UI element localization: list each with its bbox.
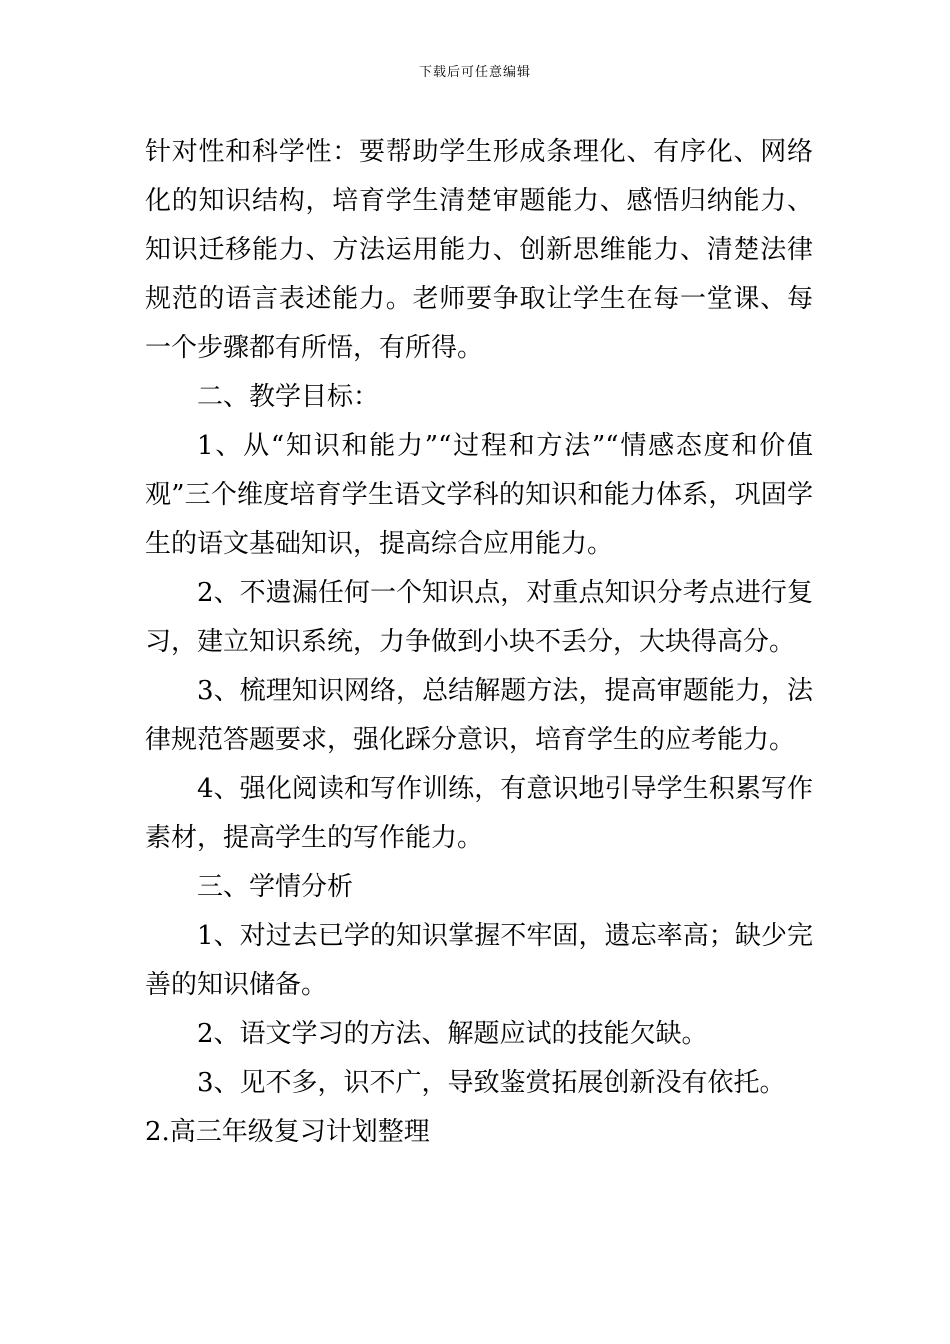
analysis-item-1: 1、对过去已学的知识掌握不牢固，遗忘率高；缺少完善的知识储备。 [145, 921, 813, 1000]
goal-item-1: 1、从“知识和能力”“过程和方法”“情感态度和价值观”三个维度培育学生语文学科的知识和能力体系，巩固学生的语文基础知识，提高综合应用能力。 [145, 431, 813, 559]
section-heading-student-analysis: 三、学情分析 [197, 872, 354, 902]
document-body [145, 128, 813, 1157]
next-document-title: 2.高三年级复习计划整理 [145, 1117, 430, 1147]
paragraph-intro-continuation: 针对性和科学性：要帮助学生形成条理化、有序化、网络化的知识结构，培育学生清楚审题能力、感悟归纳能力、知识迁移能力、方法运用能力、创新思维能力、清楚法律规范的语言表述能力。老师要争取让学生在每一堂课、每一个步骤都有所悟，有所得。 [145, 137, 813, 363]
analysis-item-2: 2、语文学习的方法、解题应试的技能欠缺。 [197, 1019, 708, 1049]
analysis-item-3: 3、见不多，识不广，导致鉴赏拓展创新没有依托。 [197, 1068, 786, 1098]
page-header: 下载后可任意编辑 [418, 65, 531, 80]
goal-item-2: 2、不遗漏任何一个知识点，对重点知识分考点进行复习，建立知识系统，力争做到小块不丢分，大块得高分。 [145, 578, 813, 657]
goal-item-3: 3、梳理知识网络，总结解题方法，提高审题能力，法律规范答题要求，强化踩分意识，培育学生的应考能力。 [145, 676, 813, 755]
section-heading-teaching-goals: 二、教学目标： [197, 382, 380, 412]
goal-item-4: 4、强化阅读和写作训练，有意识地引导学生积累写作素材，提高学生的写作能力。 [145, 774, 813, 853]
